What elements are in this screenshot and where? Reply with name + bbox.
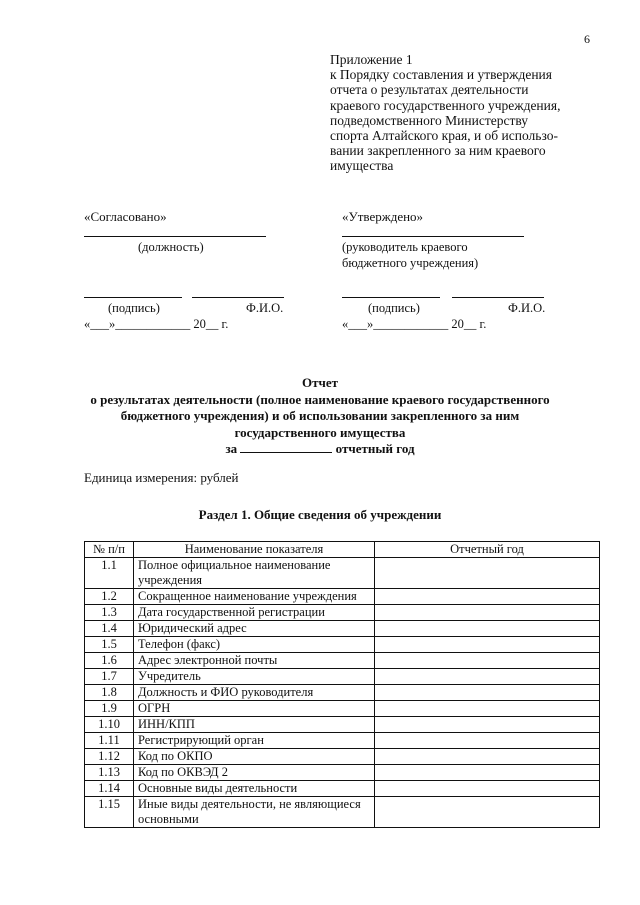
name-caption-right: Ф.И.О. — [508, 301, 546, 315]
row-name: Юридический адрес — [134, 621, 375, 637]
appendix-block — [330, 52, 620, 174]
agreed-heading: «Согласовано» — [84, 209, 167, 224]
appendix-line: Приложение 1 — [330, 52, 413, 67]
row-value[interactable] — [375, 558, 600, 589]
position-caption-left: (должность) — [138, 240, 204, 254]
row-name: Учредитель — [134, 669, 375, 685]
report-title-line: бюджетного учреждения) и об использовании закрепленного за ним — [120, 408, 520, 423]
header-value: Отчетный год — [375, 542, 600, 558]
appendix-line: спорта Алтайского края, и об использо- — [330, 128, 558, 144]
page-number: 6 — [584, 32, 590, 46]
table-row — [85, 653, 600, 669]
row-num: 1.7 — [85, 669, 134, 685]
section-title: Раздел 1. Общие сведения об учреждении — [198, 507, 442, 522]
position-line-left — [84, 236, 266, 237]
date-line-left: «___»____________ 20__ г. — [84, 317, 229, 331]
date-line-right: «___»____________ 20__ г. — [342, 317, 487, 331]
appendix-line: имущества — [330, 158, 394, 174]
table-row — [85, 605, 600, 621]
row-num: 1.4 — [85, 621, 134, 637]
signature-caption-left: (подпись) — [108, 301, 160, 315]
table-header-row — [85, 542, 600, 558]
report-year-prefix: за — [225, 441, 238, 456]
row-value[interactable] — [375, 781, 600, 797]
table-row — [85, 558, 600, 589]
table-row — [85, 781, 600, 797]
table-row — [85, 589, 600, 605]
name-line-right — [452, 297, 544, 298]
table-row — [85, 669, 600, 685]
appendix-line: подведомственного Министерству — [330, 112, 529, 128]
table-row — [85, 701, 600, 717]
row-name: Регистрирующий орган — [134, 733, 375, 749]
row-num: 1.1 — [85, 558, 134, 589]
row-num: 1.5 — [85, 637, 134, 653]
appendix-line: краевого государственного учреждения, — [330, 97, 561, 113]
table-row — [85, 765, 600, 781]
table-row — [85, 685, 600, 701]
row-value[interactable] — [375, 749, 600, 765]
position-caption-right-1: (руководитель краевого — [342, 240, 468, 254]
report-title — [0, 375, 640, 458]
report-year-blank — [240, 441, 332, 453]
row-num: 1.13 — [85, 765, 134, 781]
row-name: Иные виды деятельности, не являющиеся основными — [134, 797, 375, 828]
row-name: Сокращенное наименование учреждения — [134, 589, 375, 605]
header-name: Наименование показателя — [134, 542, 375, 558]
table-row — [85, 717, 600, 733]
table-row — [85, 733, 600, 749]
row-name: Дата государственной регистрации — [134, 605, 375, 621]
row-num: 1.9 — [85, 701, 134, 717]
name-caption-left: Ф.И.О. — [246, 301, 284, 315]
row-value[interactable] — [375, 733, 600, 749]
name-line-left — [192, 297, 284, 298]
signature-line-left — [84, 297, 182, 298]
row-name: Полное официальное наименование учреждения — [134, 558, 375, 589]
row-value[interactable] — [375, 637, 600, 653]
report-year-suffix: отчетный год — [335, 441, 415, 456]
row-name: Адрес электронной почты — [134, 653, 375, 669]
row-name: Телефон (факс) — [134, 637, 375, 653]
row-name: ИНН/КПП — [134, 717, 375, 733]
row-num: 1.3 — [85, 605, 134, 621]
report-title-line: о результатах деятельности (полное наименование краевого государственного — [90, 391, 550, 407]
table-row — [85, 797, 600, 828]
row-num: 1.14 — [85, 781, 134, 797]
appendix-line: отчета о результатах деятельности — [330, 82, 529, 98]
appendix-line: вании закрепленного за ним краевого — [330, 143, 546, 159]
table-row — [85, 637, 600, 653]
row-num: 1.2 — [85, 589, 134, 605]
row-name: Код по ОКПО — [134, 749, 375, 765]
appendix-line: к Порядку составления и утверждения — [330, 67, 552, 83]
report-title-line: государственного имущества — [234, 424, 406, 440]
position-line-right — [342, 236, 524, 237]
row-value[interactable] — [375, 701, 600, 717]
table-row — [85, 621, 600, 637]
approved-heading: «Утверждено» — [342, 209, 424, 224]
signature-line-right — [342, 297, 440, 298]
row-value[interactable] — [375, 717, 600, 733]
row-value[interactable] — [375, 605, 600, 621]
general-info-table — [84, 541, 600, 828]
row-num: 1.6 — [85, 653, 134, 669]
row-value[interactable] — [375, 621, 600, 637]
unit-label: Единица измерения: рублей — [84, 470, 239, 485]
position-caption-right-2: бюджетного учреждения) — [342, 256, 479, 270]
table-row — [85, 749, 600, 765]
signature-caption-right: (подпись) — [368, 301, 420, 315]
row-name: ОГРН — [134, 701, 375, 717]
header-num: № п/п — [85, 542, 134, 558]
row-name: Код по ОКВЭД 2 — [134, 765, 375, 781]
report-title-line: Отчет — [302, 375, 338, 390]
row-name: Основные виды деятельности — [134, 781, 375, 797]
row-value[interactable] — [375, 765, 600, 781]
row-num: 1.12 — [85, 749, 134, 765]
row-num: 1.15 — [85, 797, 134, 828]
row-name: Должность и ФИО руководителя — [134, 685, 375, 701]
row-num: 1.10 — [85, 717, 134, 733]
row-value[interactable] — [375, 653, 600, 669]
row-value[interactable] — [375, 797, 600, 828]
row-num: 1.8 — [85, 685, 134, 701]
row-value[interactable] — [375, 685, 600, 701]
row-value[interactable] — [375, 589, 600, 605]
row-value[interactable] — [375, 669, 600, 685]
report-year-line — [0, 441, 640, 458]
row-num: 1.11 — [85, 733, 134, 749]
